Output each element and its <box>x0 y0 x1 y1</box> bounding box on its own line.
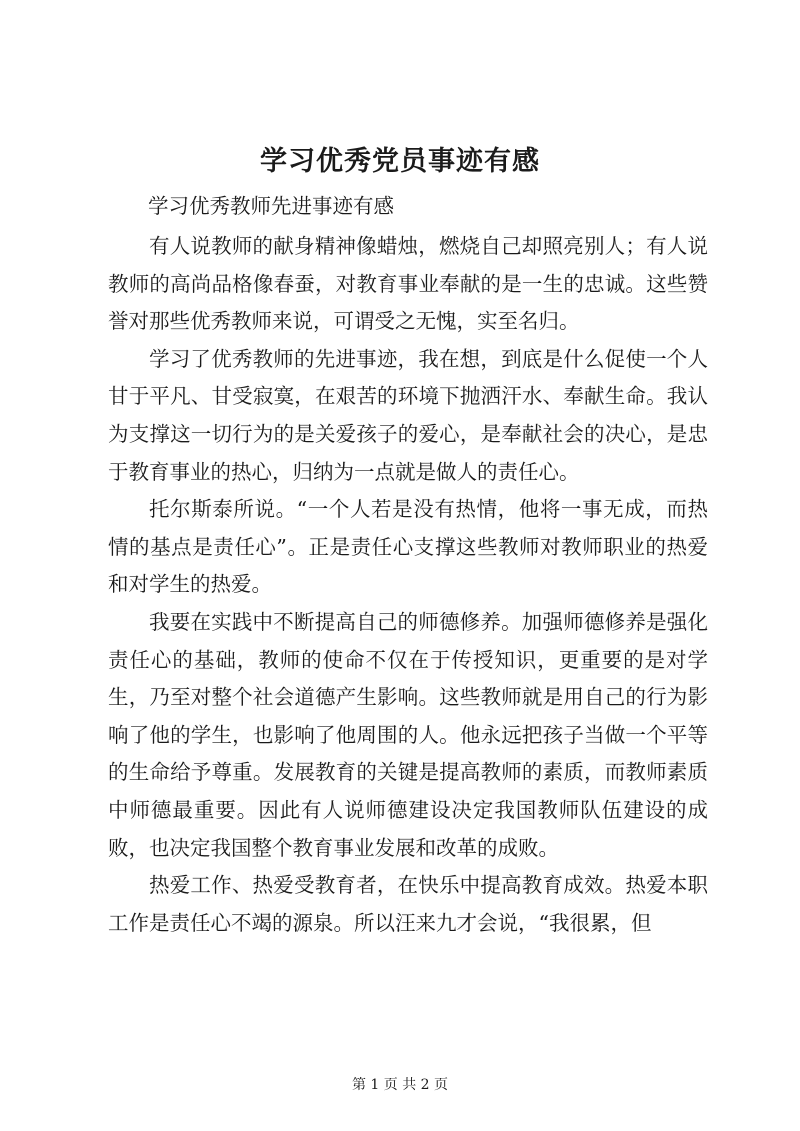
document-subtitle: 学习优秀教师先进事迹有感 <box>148 194 394 218</box>
document-title: 学习优秀党员事迹有感 <box>260 146 540 177</box>
document-body <box>108 228 708 942</box>
paragraph: 热爱工作、热爱受教育者，在快乐中提高教育成效。热爱本职工作是责任心不竭的源泉。所以汪来九才会说，“我很累，但 <box>108 873 708 935</box>
paragraph: 学习了优秀教师的先进事迹，我在想，到底是什么促使一个人甘于平凡、甘受寂寞，在艰苦的环境下抛洒汗水、奉献生命。我认为支撑这一切行为的是关爱孩子的爱心，是奉献社会的决心，是忠于教育事业的热心，归纳为一点就是做人的责任心。 <box>108 346 708 484</box>
paragraph: 有人说教师的献身精神像蜡烛，燃烧自己却照亮别人；有人说教师的高尚品格像春蚕，对教育事业奉献的是一生的忠诚。这些赞誉对那些优秀教师来说，可谓受之无愧，实至名归。 <box>108 234 708 334</box>
paragraph: 托尔斯泰所说。“一个人若是没有热情，他将一事无成，而热情的基点是责任心”。正是责任心支撑这些教师对教师职业的热爱和对学生的热爱。 <box>108 497 708 597</box>
paragraph: 我要在实践中不断提高自己的师德修养。加强师德修养是强化责任心的基础，教师的使命不仅在于传授知识，更重要的是对学生，乃至对整个社会道德产生影响。这些教师就是用自己的行为影响了他的学生，也影响了他周围的人。他永远把孩子当做一个平等的生命给予尊重。发展教育的关键是提高教师的素质，而教师素质中师德最重要。因此有人说师德建设决定我国教师队伍建设的成败，也决定我国整个教育事业发展和改革的成败。 <box>108 609 708 860</box>
page-footer: 第 1 页 共 2 页 <box>351 1077 449 1093</box>
